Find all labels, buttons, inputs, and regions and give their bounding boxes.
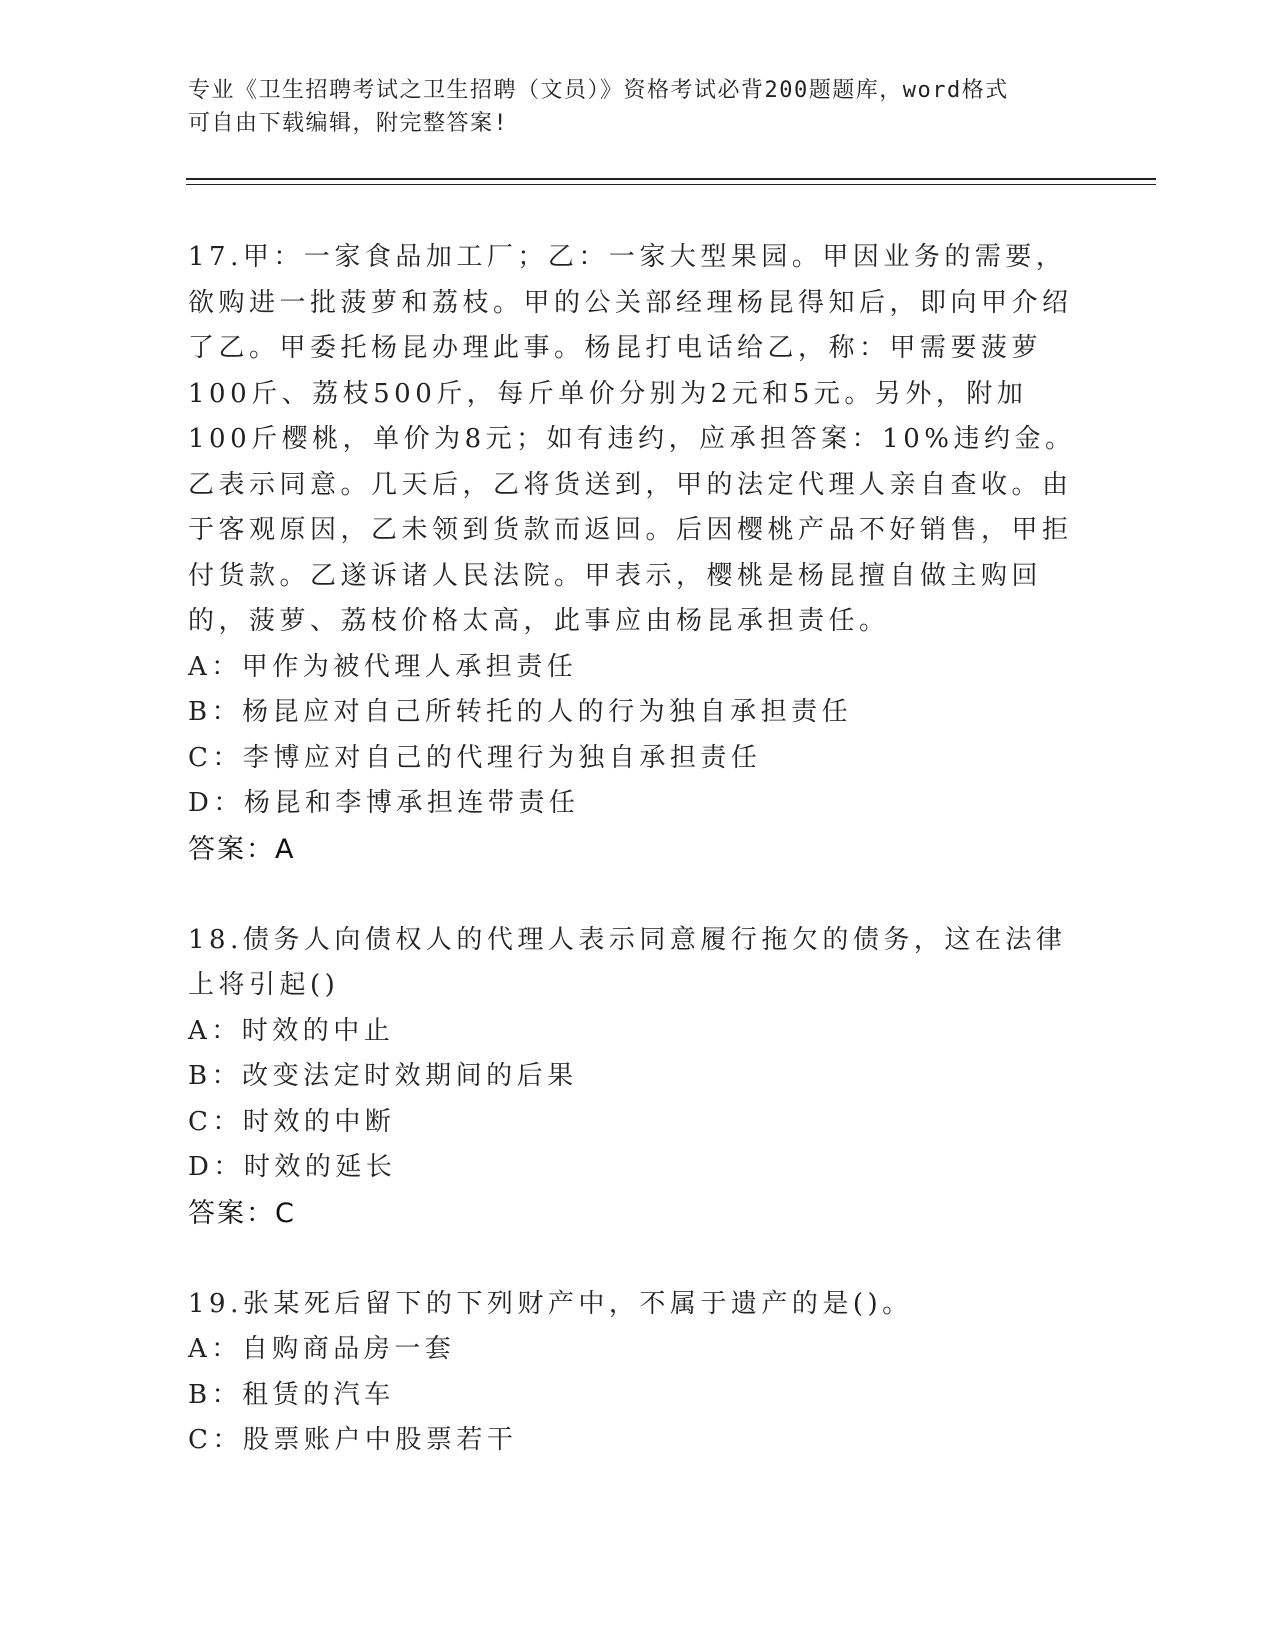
option-d: D：时效的延长 <box>188 1152 397 1182</box>
option-c: C：李博应对自己的代理行为独自承担责任 <box>188 742 762 773</box>
option-c: C：股票账户中股票若干 <box>188 1425 518 1455</box>
question-19 <box>188 1282 1078 1464</box>
option-a: A：自购商品房一套 <box>188 1334 456 1364</box>
option-b: B：租赁的汽车 <box>188 1379 395 1410</box>
header-divider <box>186 178 1156 180</box>
header-divider-thin <box>186 184 1156 185</box>
answer: 答案：C <box>188 1197 296 1229</box>
question-17 <box>188 235 1078 873</box>
option-b: B：改变法定时效期间的后果 <box>188 1061 578 1091</box>
document-header <box>188 74 1068 140</box>
option-d: D：杨昆和李博承担连带责任 <box>188 788 580 818</box>
header-line-2: 可自由下载编辑，附完整答案! <box>188 111 509 136</box>
question-text: 19.张某死后留下的下列财产中，不属于遗产的是()。 <box>188 1288 913 1319</box>
header-line-1: 专业《卫生招聘考试之卫生招聘（文员）》资格考试必背200题题库，word格式 <box>188 78 1009 103</box>
option-b: B：杨昆应对自己所转托的人的行为独自承担责任 <box>188 697 853 727</box>
question-text: 18.债务人向债权人的代理人表示同意履行拖欠的债务，这在法律上将引起() <box>188 924 1067 1000</box>
question-text: 17.甲：一家食品加工厂；乙：一家大型果园。甲因业务的需要，欲购进一批菠萝和荔枝。甲的公关部经理杨昆得知后，即向甲介绍了乙。甲委托杨昆办理此事。杨昆打电话给乙，称：甲需要菠萝100斤、荔枝500斤，每斤单价分别为2元和5元。另外，附加100斤樱桃，单价为8元；如有违约，应承担答案：10%违约金。乙表示同意。几天后，乙将货送到，甲的法定代理人亲自查收。由于客观原因，乙未领到货款而返回。后因樱桃产品不好销售，甲拒付货款。乙遂诉诸人民法院。甲表示，樱桃是杨昆擅自做主购回的，菠萝、荔枝价格太高，此事应由杨昆承担责任。 <box>188 242 1076 636</box>
option-a: A：时效的中止 <box>188 1015 395 1046</box>
question-18 <box>188 918 1078 1237</box>
option-a: A：甲作为被代理人承担责任 <box>188 651 578 682</box>
question-list <box>188 235 1078 1464</box>
option-c: C：时效的中断 <box>188 1106 396 1137</box>
answer: 答案：A <box>188 833 296 865</box>
